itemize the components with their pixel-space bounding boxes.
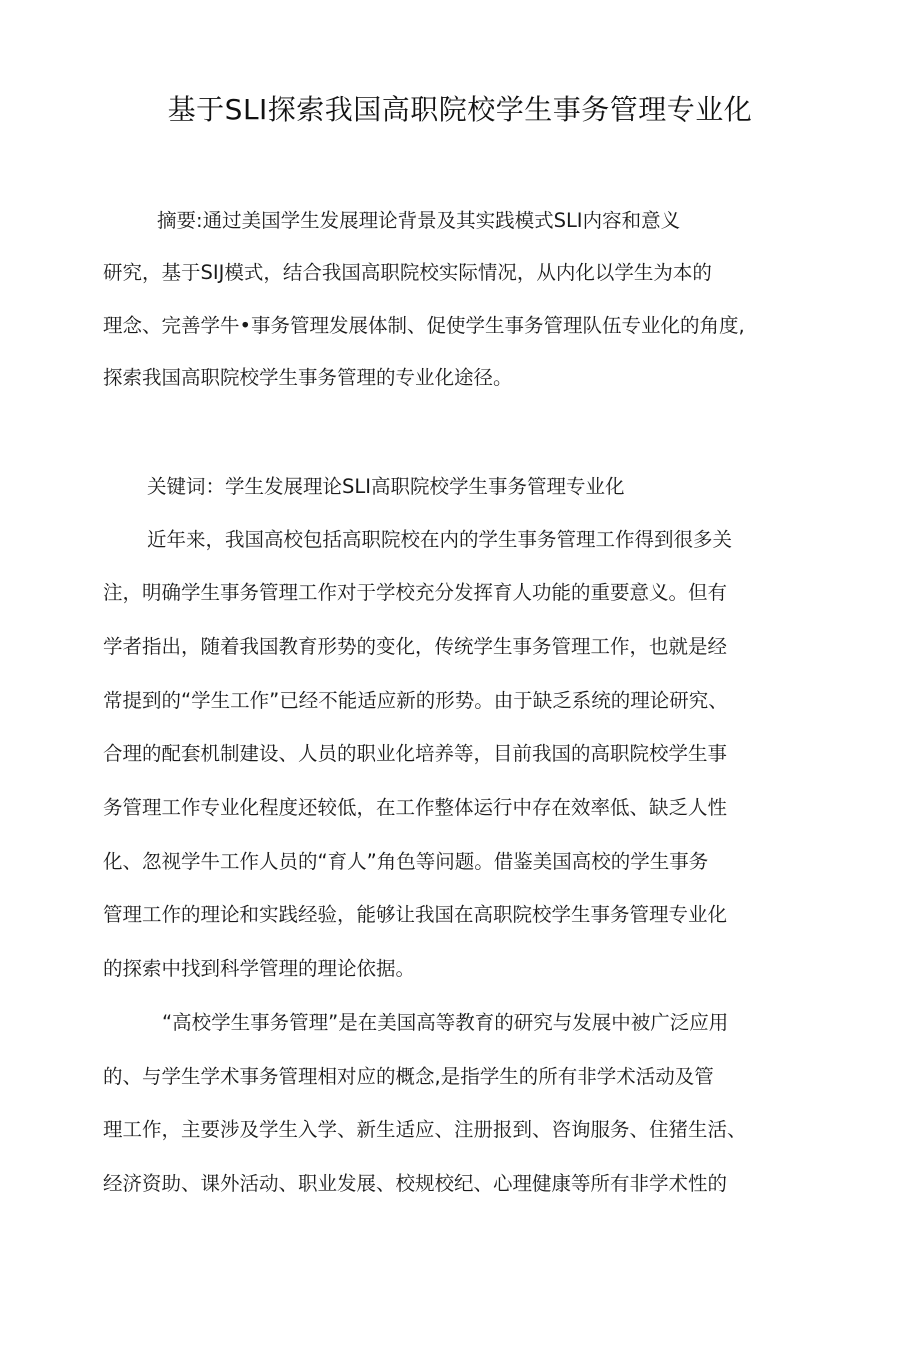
abstract-line: 理念、完善学牛•事务管理发展体制、促使学生事务管理队伍专业化的角度, [103,314,745,337]
body-line: 经济资助、课外活动、职业发展、校规校纪、心理健康等所有非学术性的 [103,1172,728,1195]
body-line: “高校学生事务管理”是在美国高等教育的研究与发展中被广泛应用 [162,1011,729,1034]
body-line: 理工作，主要涉及学生入学、新生适应、注册报到、咨询服务、住猪生活、 [103,1118,747,1141]
abstract-line: 探索我国高职院校学生事务管理的专业化途径。 [103,366,513,389]
body-line: 务管理工作专业化程度还较低，在工作整体运行中存在效率低、缺乏人性 [103,796,728,819]
body-line: 常提到的“学生工作”已经不能适应新的形势。由于缺乏系统的理论研究、 [103,689,728,712]
body-line: 管理工作的理论和实践经验，能够让我国在高职院校学生事务管理专业化 [103,903,728,926]
body-line: 注，明确学生事务管理工作对于学校充分发挥育人功能的重要意义。但有 [103,581,728,604]
body-line: 合理的配套机制建设、人员的职业化培养等，目前我国的高职院校学生事 [103,742,728,765]
body-line: 的、与学生学术事务管理相对应的概念,是指学生的所有非学术活动及管 [103,1065,714,1088]
keywords: 关键词：学生发展理论SLI高职院校学生事务管理专业化 [147,475,625,498]
document-title: 基于SLI探索我国高职院校学生事务管理专业化 [167,93,753,126]
body-line: 近年来，我国高校包括高职院校在内的学生事务管理工作得到很多关 [147,528,733,551]
abstract-line: 研究，基于SIJ模式，结合我国高职院校实际情况，从内化以学生为本的 [103,261,712,284]
body-line: 的探索中找到科学管理的理论依据。 [103,957,416,980]
body-line: 化、忽视学牛工作人员的“育人”角色等问题。借鉴美国高校的学生事务 [103,850,709,873]
body-line: 学者指出，随着我国教育形势的变化，传统学生事务管理工作，也就是经 [103,635,728,658]
abstract-line: 摘要:通过美国学生发展理论背景及其实践模式SLI内容和意义 [157,209,681,232]
